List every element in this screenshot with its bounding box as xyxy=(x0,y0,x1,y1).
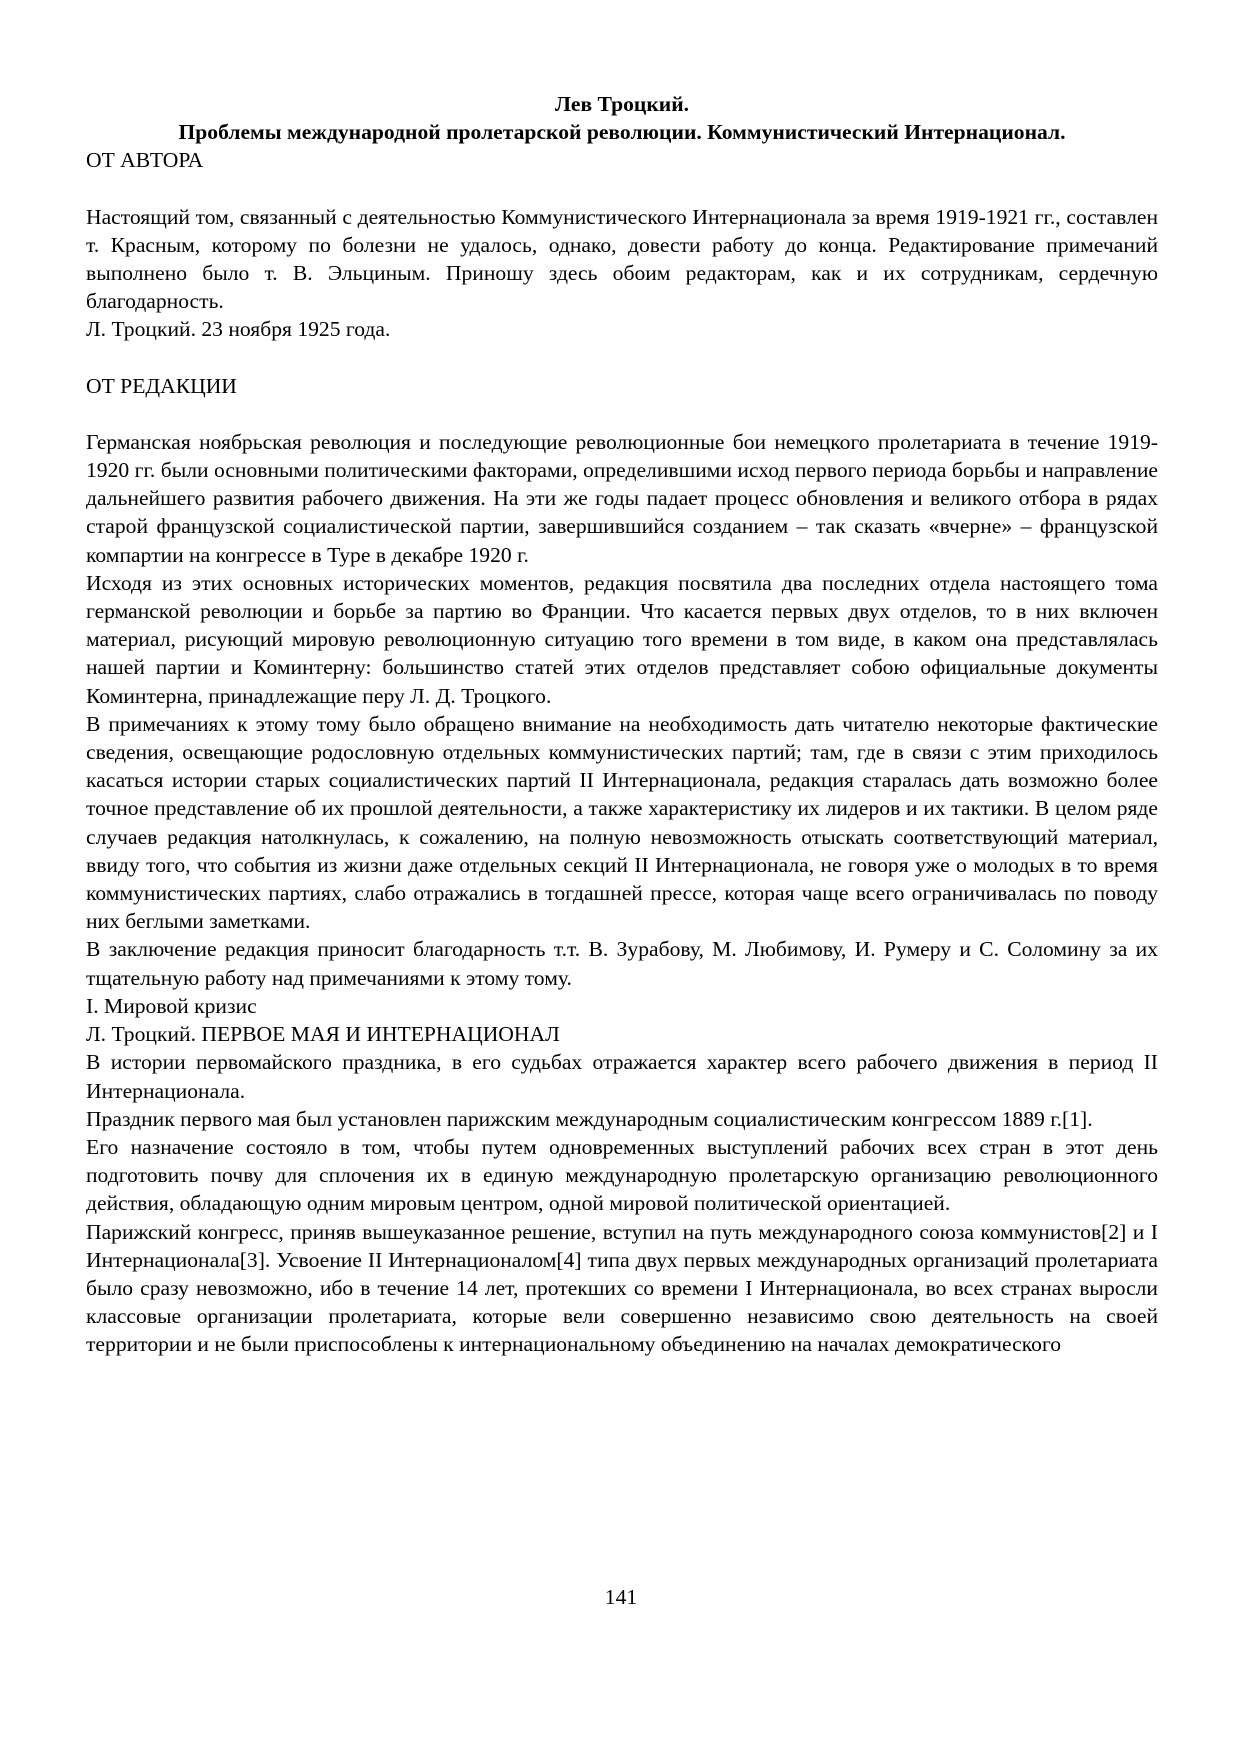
author-name: Лев Троцкий. xyxy=(554,92,690,116)
from-author-text: Настоящий том, связанный с деятельностью Коммунистического Интернационала за время 1919-1921 гг., составлен т. Красным, которому по болезни не удалось, однако, довести работу до конца. Редактирование примечаний выполнено было т. В. Эльциным. Приношу здесь обоим редакторам, как и их сотрудникам, сердечную благодарность. xyxy=(86,204,1158,314)
page-number: 141 xyxy=(604,1585,638,1609)
article-paragraph-4: Парижский конгресс, приняв вышеуказанное решение, вступил на путь международного союза коммунистов[2] и I Интернационала[3]. Усвоение II Интернационалом[4] типа двух первых международных организаций пролетариата было сразу невозможно, ибо в течение 14 лет, протекших со времени I Интернационала, во всех странах выросли классовые организации пролетариата, которые вели совершенно независимо свою деятельность на своей территории и не были приспособлены к интернациональному объединению на началах демократического xyxy=(86,1219,1158,1357)
part-heading: I. Мировой кризис xyxy=(86,993,257,1018)
editors-paragraph-2: Исходя из этих основных исторических моментов, редакция посвятила два последних отдела настоящего тома германской революции и борьбе за партию во Франции. Что касается первых двух отделов, то в них включен материал, рисующий мировую революционную ситуацию того времени в том виде, в каком она представлялась нашей партии и Коминтерну: большинство статей этих отделов представляет собою официальные документы Коминтерна, принадлежащие перу Л. Д. Троцкого. xyxy=(86,570,1158,708)
article-paragraph-1: В истории первомайского праздника, в его судьбах отражается характер всего рабочего движения в период II Интернационала. xyxy=(86,1050,1158,1103)
spacer xyxy=(86,400,1158,428)
editors-paragraph-3: В примечаниях к этому тому было обращено внимание на необходимость дать читателю некоторые фактические сведения, освещающие родословную отдельных коммунистических партий; там, где в связи с этим приходилось касаться истории старых социалистических партий II Интернационала, редакция старалась дать возможно более точное представление об их прошлой деятельности, а также характеристику их лидеров и их тактики. В целом ряде случаев редакция натолкнулась, к сожалению, на полную невозможность отыскать соответствующий материал, ввиду того, что события из жизни даже отдельных секций II Интернационала, не говоря уже о молодых в то время коммунистических партиях, слабо отражались в тогдашней прессе, которая чаще всего ограничивалась по поводу них беглыми заметками. xyxy=(86,711,1158,934)
spacer xyxy=(86,344,1158,372)
article-heading: Л. Троцкий. ПЕРВОЕ МАЯ И ИНТЕРНАЦИОНАЛ xyxy=(86,1022,560,1047)
editors-paragraph-1: Германская ноябрьская революция и последующие революционные бои немецкого пролетариата в течение 1919-1920 гг. были основными политическими факторами, определившими исход первого периода борьбы и направление дальнейшего развития рабочего движения. На эти же годы падает процесс обновления и великого отбора в рядах старой французской социалистической партии, завершившийся созданием – так сказать «вчерне» – французской компартии на конгрессе в Туре в декабре 1920 г. xyxy=(86,429,1158,567)
from-editors-heading: ОТ РЕДАКЦИИ xyxy=(86,373,237,398)
from-author-signature: Л. Троцкий. 23 ноября 1925 года. xyxy=(86,317,391,342)
spacer xyxy=(86,175,1158,203)
editors-paragraph-4: В заключение редакция приносит благодарность т.т. В. Зурабову, М. Любимову, И. Румеру и С. Соломину за их тщательную работу над примечаниями к этому тому. xyxy=(86,937,1158,990)
article-paragraph-2: Праздник первого мая был установлен парижским международным социалистическим конгрессом 1889 г.[1]. xyxy=(86,1106,1093,1131)
page-content xyxy=(86,90,1158,1359)
from-author-heading: ОТ АВТОРА xyxy=(86,148,204,173)
article-paragraph-3: Его назначение состояло в том, чтобы путем одновременных выступлений рабочих всех стран в этот день подготовить почву для сплочения их в единую международную пролетарскую организацию революционного действия, обладающую одним мировым центром, одной мировой политической ориентацией. xyxy=(86,1134,1158,1216)
book-title: Проблемы международной пролетарской революции. Коммунистический Интернационал. xyxy=(178,120,1066,145)
